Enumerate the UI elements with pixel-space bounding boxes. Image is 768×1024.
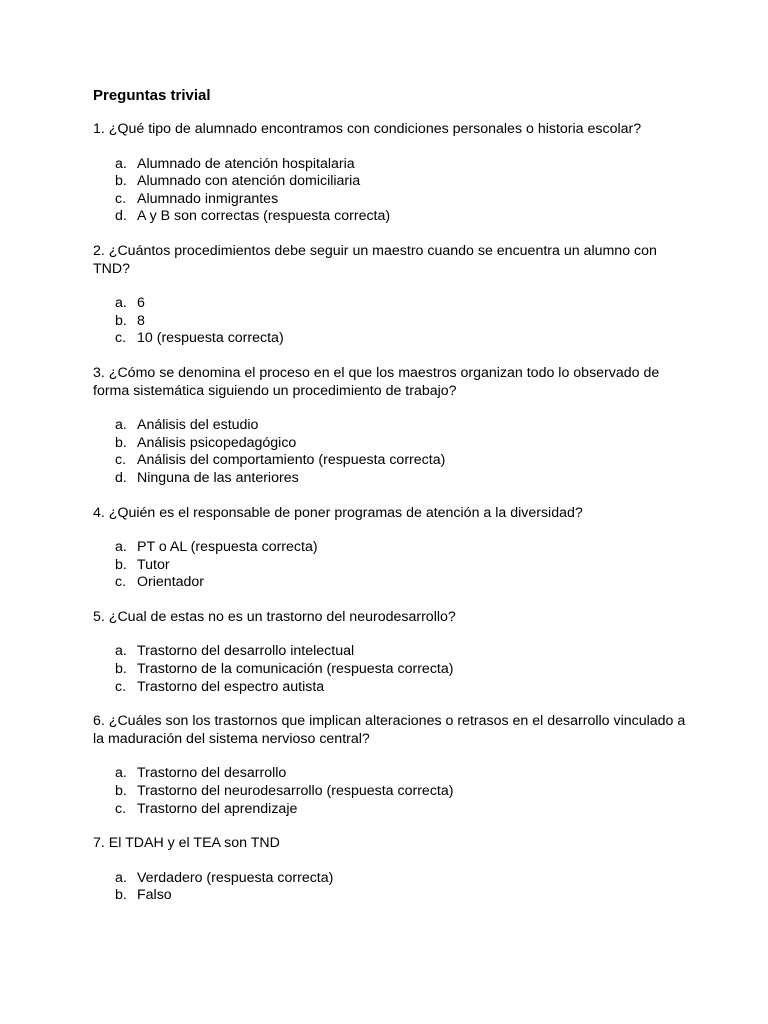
options-list <box>93 156 693 226</box>
option-letter: a. <box>115 643 127 660</box>
option-item <box>93 330 693 348</box>
option-item <box>93 452 693 470</box>
option-item <box>93 539 693 557</box>
option-item <box>93 661 693 679</box>
option-letter: c. <box>115 800 127 817</box>
option-item <box>93 156 693 174</box>
option-item <box>93 191 693 209</box>
option-text: 8 <box>137 312 145 329</box>
option-text: Alumnado con atención domiciliaria <box>137 173 361 190</box>
options-list <box>93 765 693 818</box>
option-letter: b. <box>115 312 127 329</box>
option-text: Trastorno del desarrollo <box>137 765 287 782</box>
question-4 <box>93 505 693 592</box>
option-letter: b. <box>115 661 127 678</box>
option-letter: b. <box>115 173 127 190</box>
option-text: Alumnado de atención hospitalaria <box>137 155 355 172</box>
option-letter: a. <box>115 539 127 556</box>
option-letter: b. <box>115 887 127 904</box>
option-item <box>93 313 693 331</box>
option-text: Orientador <box>137 574 205 591</box>
option-letter: a. <box>115 765 127 782</box>
option-letter: a. <box>115 869 127 886</box>
option-text: Trastorno de la comunicación (respuesta correcta) <box>137 661 454 678</box>
option-item <box>93 765 693 783</box>
option-item <box>93 470 693 488</box>
document-page <box>93 86 693 922</box>
options-list <box>93 295 693 348</box>
option-text: Tutor <box>137 556 170 573</box>
option-item <box>93 801 693 819</box>
options-list <box>93 870 693 905</box>
question-text: 1. ¿Qué tipo de alumnado encontramos con condiciones personales o historia escolar? <box>93 121 642 137</box>
option-text: Falso <box>137 887 172 904</box>
question-text: 7. El TDAH y el TEA son TND <box>93 835 280 852</box>
option-letter: d. <box>115 469 127 486</box>
option-item <box>93 435 693 453</box>
option-letter: c. <box>115 678 127 695</box>
option-text: A y B son correctas (respuesta correcta) <box>137 208 391 225</box>
option-text: Trastorno del desarrollo intelectual <box>137 643 355 660</box>
option-letter: d. <box>115 208 127 225</box>
question-6 <box>93 713 693 818</box>
question-3 <box>93 365 693 488</box>
question-text: 3. ¿Cómo se denomina el proceso en el que los maestros organizan todo lo observado de forma sistemática siguiendo un procedimiento de trabajo? <box>93 364 660 399</box>
option-item <box>93 208 693 226</box>
question-5 <box>93 609 693 696</box>
question-2 <box>93 243 693 348</box>
option-text: Análisis del estudio <box>137 417 259 434</box>
option-text: Trastorno del aprendizaje <box>137 800 298 817</box>
option-letter: c. <box>115 452 127 469</box>
options-list <box>93 417 693 487</box>
question-text: 6. ¿Cuáles son los trastornos que implican alteraciones o retrasos en el desarrollo vinculado a la maduración del sistema nervioso central? <box>93 713 686 747</box>
option-text: Verdadero (respuesta correcta) <box>137 869 334 886</box>
option-text: 10 (respuesta correcta) <box>137 330 284 347</box>
option-item <box>93 783 693 801</box>
option-item <box>93 574 693 592</box>
question-text: 4. ¿Quién es el responsable de poner programas de atención a la diversidad? <box>93 504 583 521</box>
option-item <box>93 679 693 697</box>
option-text: Ninguna de las anteriores <box>137 469 299 486</box>
option-item <box>93 173 693 191</box>
option-text: Alumnado inmigrantes <box>137 190 279 207</box>
option-letter: c. <box>115 574 127 591</box>
option-letter: b. <box>115 556 127 573</box>
question-text: 2. ¿Cuántos procedimientos debe seguir un maestro cuando se encuentra un alumno con TND? <box>93 242 657 277</box>
option-text: 6 <box>137 295 145 312</box>
option-letter: b. <box>115 783 127 800</box>
option-item <box>93 295 693 313</box>
question-1 <box>93 121 693 226</box>
option-text: Análisis psicopedagógico <box>137 434 297 451</box>
option-letter: a. <box>115 155 127 172</box>
question-7 <box>93 835 693 905</box>
option-letter: c. <box>115 330 127 347</box>
option-letter: a. <box>115 417 127 434</box>
option-item <box>93 887 693 905</box>
option-text: Análisis del comportamiento (respuesta correcta) <box>137 452 446 469</box>
option-letter: a. <box>115 295 127 312</box>
options-list <box>93 539 693 592</box>
option-text: PT o AL (respuesta correcta) <box>137 539 318 556</box>
option-item <box>93 870 693 888</box>
options-list <box>93 643 693 696</box>
option-letter: c. <box>115 190 127 207</box>
option-text: Trastorno del neurodesarrollo (respuesta correcta) <box>137 783 454 800</box>
question-text: 5. ¿Cual de estas no es un trastorno del neurodesarrollo? <box>93 608 456 625</box>
option-item <box>93 417 693 435</box>
document-title: Preguntas trivial <box>93 87 211 104</box>
option-text: Trastorno del espectro autista <box>137 678 325 695</box>
option-item <box>93 557 693 575</box>
option-item <box>93 643 693 661</box>
option-letter: b. <box>115 434 127 451</box>
